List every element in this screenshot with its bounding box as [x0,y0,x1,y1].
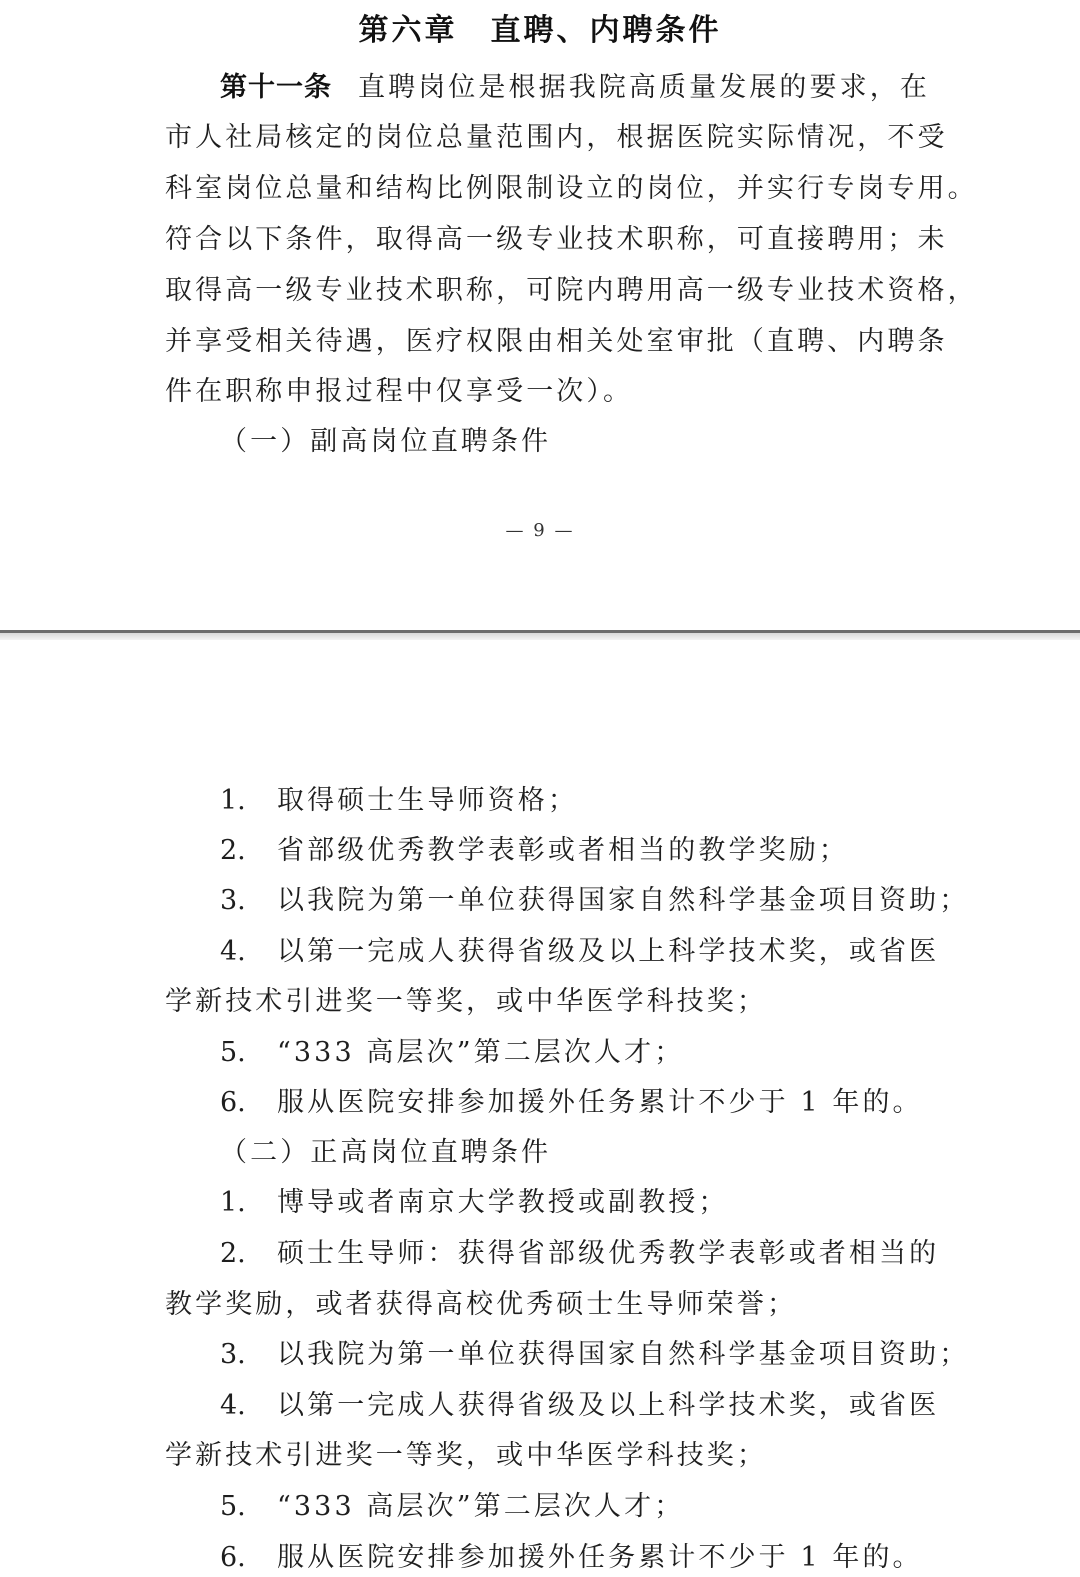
list-item-text: 博导或者南京大学教授或副教授； [277,1187,729,1218]
article-text-line: 取得高一级专业技术职称，可院内聘用高一级专业技术资格， [165,275,978,306]
list-item-text: 以第一完成人获得省级及以上科学技术奖，或省医 [277,1390,940,1421]
list-item [220,834,849,868]
list-item-continuation: 学新技术引进奖一等奖，或中华医学科技奖； [165,1440,767,1471]
list-item-number: 2. [220,835,246,866]
list-item [220,1338,969,1372]
document-page-10 [0,640,1080,1577]
list-item-number: 1. [220,1187,246,1218]
list-item-number: 6. [220,1087,246,1118]
page-number: — 9 — [505,520,575,541]
page-break-divider [0,630,1080,640]
list-item-text: “333 高层次”第二层次人才； [277,1037,685,1068]
list-item [220,1036,684,1070]
list-item [220,1086,923,1120]
list-item [220,884,969,918]
document-page-9 [0,0,1080,630]
list-item [220,1237,939,1271]
list-item-number: 2. [220,1238,246,1269]
list-item-number: 5. [220,1037,246,1068]
article-text-line: 直聘岗位是根据我院高质量发展的要求，在 [358,72,930,103]
list-item-text: 硕士生导师：获得省部级优秀教学表彰或者相当的 [277,1238,940,1269]
article-text-line: 符合以下条件，取得高一级专业技术职称，可直接聘用；未 [165,224,948,255]
article-text-line: 科室岗位总量和结构比例限制设立的岗位，并实行专岗专用。 [165,173,978,204]
list-item-number: 6. [220,1542,246,1573]
article-heading: 第十一条 [220,72,332,103]
list-item [220,1186,729,1220]
section-heading-associate: （一）副高岗位直聘条件 [220,426,552,457]
list-item [220,1490,684,1524]
list-item-text: 服从医院安排参加援外任务累计不少于 1 年的。 [277,1542,923,1573]
list-item-number: 5. [220,1491,246,1522]
list-item-number: 1. [220,785,246,816]
list-item-number: 3. [220,885,246,916]
list-item-text: 以第一完成人获得省级及以上科学技术奖，或省医 [277,936,940,967]
article-text-line: 并享受相关待遇，医疗权限由相关处室审批（直聘、内聘条 [165,326,948,357]
article-text-line: 市人社局核定的岗位总量范围内，根据医院实际情况，不受 [165,122,948,153]
list-item-text: 取得硕士生导师资格； [277,785,578,816]
section-heading-full: （二）正高岗位直聘条件 [220,1137,552,1168]
list-item-text: 省部级优秀教学表彰或者相当的教学奖励； [277,835,849,866]
list-item-number: 3. [220,1339,246,1370]
list-item-text: 以我院为第一单位获得国家自然科学基金项目资助； [277,885,970,916]
list-item-number: 4. [220,1390,246,1421]
article-first-line [220,71,930,105]
chapter-title: 第六章 直聘、内聘条件 [358,13,722,48]
list-item-text: 以我院为第一单位获得国家自然科学基金项目资助； [277,1339,970,1370]
list-item [220,1389,939,1423]
list-item-number: 4. [220,936,246,967]
list-item-text: “333 高层次”第二层次人才； [277,1491,685,1522]
list-item-continuation: 教学奖励，或者获得高校优秀硕士生导师荣誉； [165,1289,798,1320]
list-item [220,1541,923,1575]
list-item [220,935,939,969]
list-item-continuation: 学新技术引进奖一等奖，或中华医学科技奖； [165,986,767,1017]
article-text-line: 件在职称申报过程中仅享受一次）。 [165,376,634,407]
list-item [220,784,578,818]
list-item-text: 服从医院安排参加援外任务累计不少于 1 年的。 [277,1087,923,1118]
